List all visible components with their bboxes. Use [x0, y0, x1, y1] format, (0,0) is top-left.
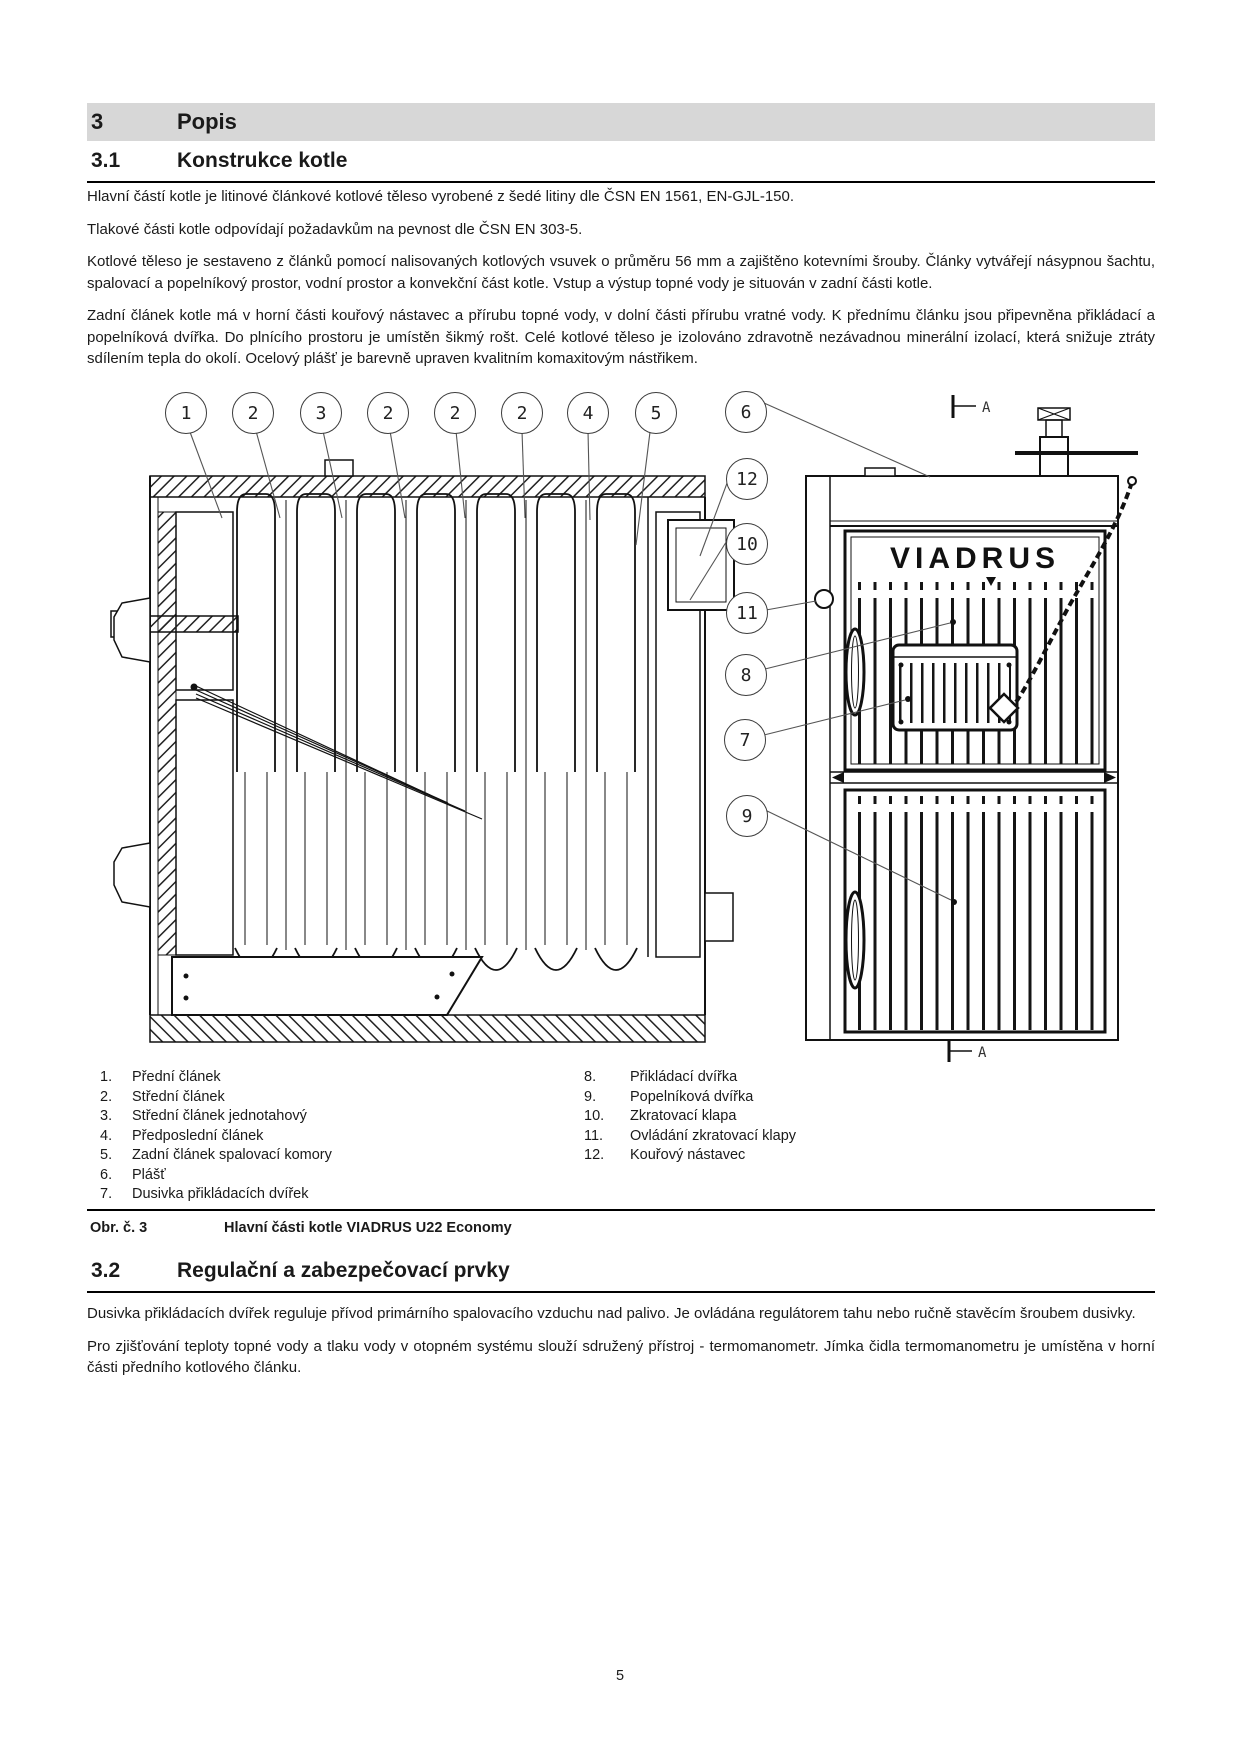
door-handle-upper — [846, 629, 864, 715]
legend-label: Přikládací dvířka — [630, 1069, 738, 1085]
legend-label: Střední článek — [132, 1088, 225, 1105]
legend-item: 2. Střední článek — [100, 1088, 225, 1105]
legend-label: Zadní článek spalovací komory — [132, 1147, 332, 1163]
figure-caption-number: Obr. č. 3 — [90, 1220, 148, 1236]
page-number: 5 — [615, 1668, 625, 1684]
legend-label: Kouřový nástavec — [630, 1147, 746, 1163]
front-view — [806, 408, 1138, 1040]
callout-middle-section-b: 2 — [367, 392, 409, 434]
callout-stoking-door: 8 — [725, 654, 767, 696]
section-3-number: 3 — [91, 109, 104, 134]
legend-label: Přední článek — [132, 1069, 221, 1085]
section-3-1-number: 3.1 — [91, 149, 121, 172]
callout-penultimate-section: 4 — [567, 392, 609, 434]
legend-label: Dusivka přikládacích dvířek — [132, 1186, 309, 1202]
figure-divider-line — [87, 1209, 1155, 1211]
flue-outlet-stub — [668, 520, 734, 610]
legend-item: 12. Kouřový nástavec — [584, 1147, 746, 1163]
section-3-2-title: Regulační a zabezpečovací prvky — [177, 1259, 510, 1282]
legend-item: 11. Ovládání zkratovací klapy — [584, 1127, 797, 1144]
callout-door-choke: 7 — [724, 719, 766, 761]
section-3-2-body — [87, 1303, 1155, 1390]
callout-bypass-damper: 10 — [726, 523, 768, 565]
section-3-2-heading — [87, 1258, 1155, 1293]
section-marker-a-top — [953, 395, 991, 418]
figure-legend-left — [87, 1068, 332, 1205]
legend-item: 4. Předposlední článek — [100, 1127, 264, 1144]
legend-item: 1. Přední článek — [100, 1069, 221, 1085]
legend-label: Střední článek jednotahový — [132, 1108, 307, 1124]
legend-label: Zkratovací klapa — [630, 1108, 737, 1124]
callout-front-section: 1 — [165, 392, 207, 434]
legend-item: 3. Střední článek jednotahový — [100, 1108, 307, 1124]
legend-item: 6. Plášť — [100, 1166, 166, 1183]
callout-flue-adapter: 12 — [726, 458, 768, 500]
callout-jacket: 6 — [725, 391, 767, 433]
legend-item: 7. Dusivka přikládacích dvířek — [100, 1186, 309, 1202]
boiler-technical-drawing — [0, 380, 1240, 1080]
paragraph-boiler-body: Hlavní částí kotle je litinové článkové kotlové těleso vyrobené z šedé litiny dle ČSN EN 1561, EN-GJL-150. — [87, 188, 795, 205]
legend-label: Plášť — [132, 1166, 166, 1183]
legend-label: Popelníková dvířka — [630, 1088, 754, 1105]
paragraph-rear-section: Zadní článek kotle má v horní části kouřový nástavec a přírubu topné vody, v dolní části přírubu vratné vody. K přednímu článku jsou připevněna přikládací a popelníková dvířka. Do plnícího prostoru je umístěn šikmý rošt. Celé kotlové těleso je izolováno zdravotně nezávadnou minerální izolací, která snižuje ztráty sdílením tepla do okolí. Ocelový plášť je barevně upraven kvalitním komaxitovým nástřikem. — [87, 307, 1155, 367]
callout-damper-control: 11 — [726, 592, 768, 634]
legend-label: Předposlední článek — [132, 1127, 264, 1144]
section-3-1-body — [87, 186, 1155, 381]
section-3-1-title: Konstrukce kotle — [177, 149, 348, 172]
section-3-1-heading — [87, 148, 1155, 183]
legend-item: 5. Zadní článek spalovací komory — [100, 1147, 332, 1163]
paragraph-door-choke: Dusivka přikládacích dvířek reguluje přívod primárního spalovacího vzduchu nad palivo. Je ovládána regulátorem tahu nebo ručně stavěcím šroubem dusivky. — [87, 1305, 1136, 1322]
paragraph-pressure-parts: Tlakové části kotle odpovídají požadavkům na pevnost dle ČSN EN 303-5. — [87, 220, 583, 238]
callout-middle-section-d: 2 — [501, 392, 543, 434]
legend-item: 9. Popelníková dvířka — [584, 1088, 754, 1105]
viadrus-logo: VIADRUS — [889, 542, 1061, 575]
marker-a-label-top: A — [982, 400, 991, 416]
figure-caption-text: Hlavní části kotle VIADRUS U22 Economy — [224, 1220, 512, 1236]
marker-a-label-bottom: A — [978, 1045, 987, 1061]
damper-control-knob — [815, 590, 833, 608]
callout-middle-section-c: 2 — [434, 392, 476, 434]
callout-rear-section: 5 — [635, 392, 677, 434]
paragraph-thermomanometer: Pro zjišťování teploty topné vody a tlaku vody v otopném systému slouží sdružený přístroj - termomanometr. Jímka čidla termomanometru je umístěna v horní části předního kotlového článku. — [87, 1337, 1155, 1376]
callout-ashpit-door: 9 — [726, 795, 768, 837]
callout-middle-section-a: 2 — [232, 392, 274, 434]
chimney-draft-regulator — [1015, 408, 1138, 476]
section-marker-a-bottom — [949, 1040, 987, 1062]
section-3-heading — [87, 103, 1155, 141]
left-view-cross-section — [111, 460, 734, 1042]
callout-single-pass-section: 3 — [300, 392, 342, 434]
section-3-2-number: 3.2 — [91, 1259, 121, 1282]
section-3-title: Popis — [177, 109, 237, 134]
legend-item: 8. Přikládací dvířka — [584, 1069, 738, 1085]
lower-door — [845, 790, 1105, 1032]
paragraph-sections-assembly: Kotlové těleso je sestaveno z článků pomocí nalisovaných kotlových vsuvek o průměru 56 mm a zajištěno kotevními šrouby. Články vytvářejí násypnou šachtu, spalovací a popelníkový prostor, vodní prostor a konvekční část kotle. Vstup a výstup topné vody je situován v zadní části kotle. — [87, 253, 1155, 292]
legend-label: Ovládání zkratovací klapy — [630, 1127, 797, 1144]
door-handle-lower — [846, 892, 864, 988]
figure-legend-right — [584, 1068, 796, 1166]
ash-pan — [172, 957, 482, 1015]
legend-item: 10. Zkratovací klapa — [584, 1108, 737, 1124]
